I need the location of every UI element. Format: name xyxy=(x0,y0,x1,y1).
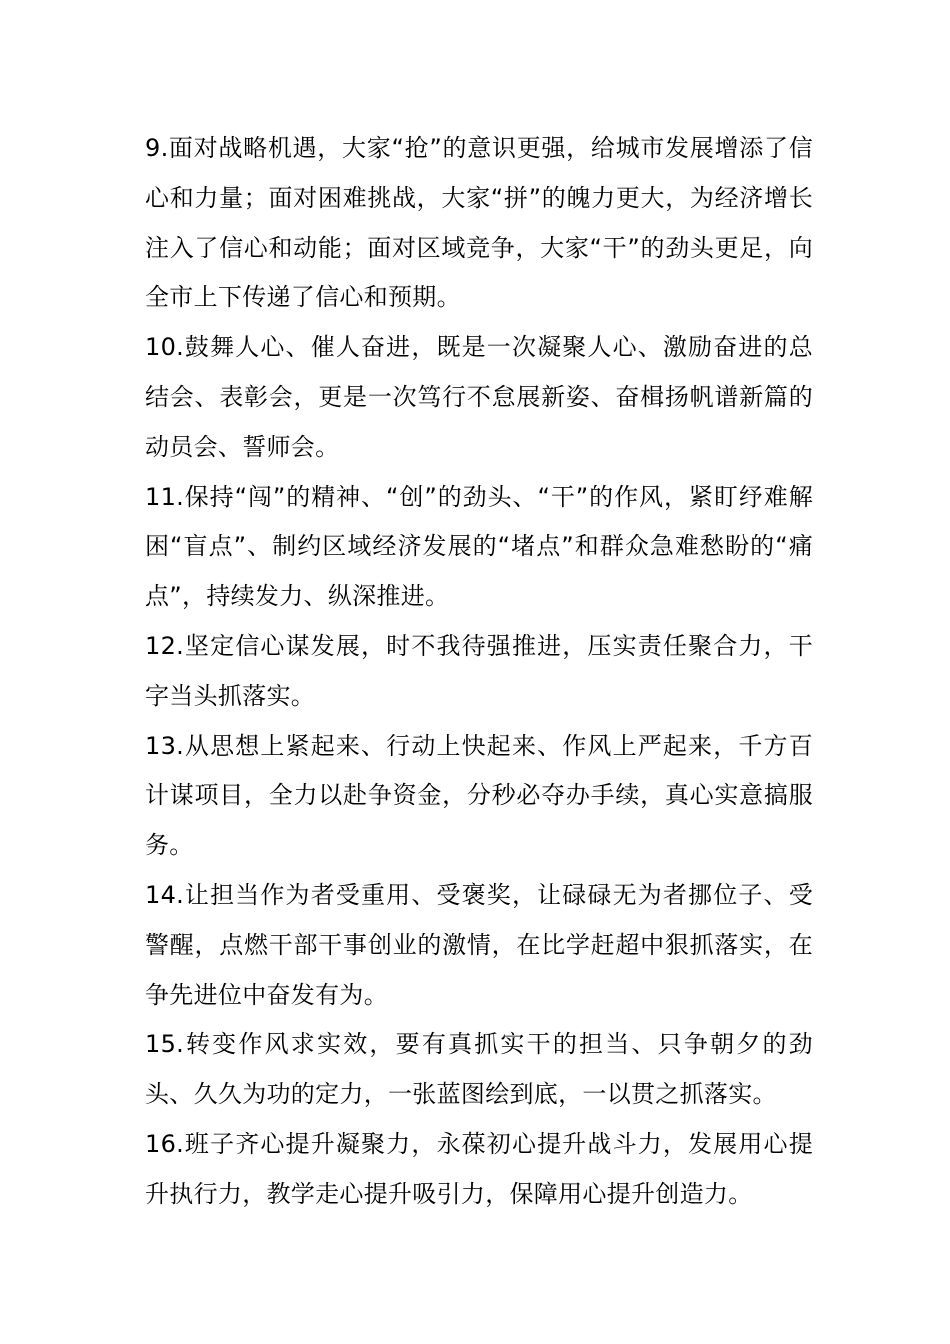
paragraph-16: 16.班子齐心提升凝聚力，永葆初心提升战斗力，发展用心提升执行力，教学走心提升吸引力，保障用心提升创造力。 xyxy=(145,1129,813,1208)
paragraph-14: 14.让担当作为者受重用、受褒奖，让碌碌无为者挪位子、受警醒，点燃干部干事创业的激情，在比学赶超中狠抓落实，在争先进位中奋发有为。 xyxy=(145,880,813,1009)
paragraph-10: 10.鼓舞人心、催人奋进，既是一次凝聚人心、激励奋进的总结会、表彰会，更是一次笃行不怠展新姿、奋楫扬帆谱新篇的动员会、誓师会。 xyxy=(145,333,813,461)
document-body xyxy=(145,124,813,1220)
paragraph-12: 12.坚定信心谋发展，时不我待强推进，压实责任聚合力，干字当头抓落实。 xyxy=(145,631,813,710)
paragraph-13: 13.从思想上紧起来、行动上快起来、作风上严起来，千方百计谋项目，全力以赴争资金，分秒必夺办手续，真心实意搞服务。 xyxy=(145,731,813,860)
paragraph-15: 15.转变作风求实效，要有真抓实干的担当、只争朝夕的劲头、久久为功的定力，一张蓝图绘到底，一以贯之抓落实。 xyxy=(145,1030,813,1109)
paragraph-11: 11.保持“闯”的精神、“创”的劲头、“干”的作风，紧盯纾难解困“盲点”、制约区域经济发展的“堵点”和群众急难愁盼的“痛点”，持续发力、纵深推进。 xyxy=(145,482,813,611)
paragraph-9: 9.面对战略机遇，大家“抢”的意识更强，给城市发展增添了信心和力量；面对困难挑战，大家“拼”的魄力更大，为经济增长注入了信心和动能；面对区域竞争，大家“干”的劲头更足，向全市上下传递了信心和预期。 xyxy=(145,134,813,312)
